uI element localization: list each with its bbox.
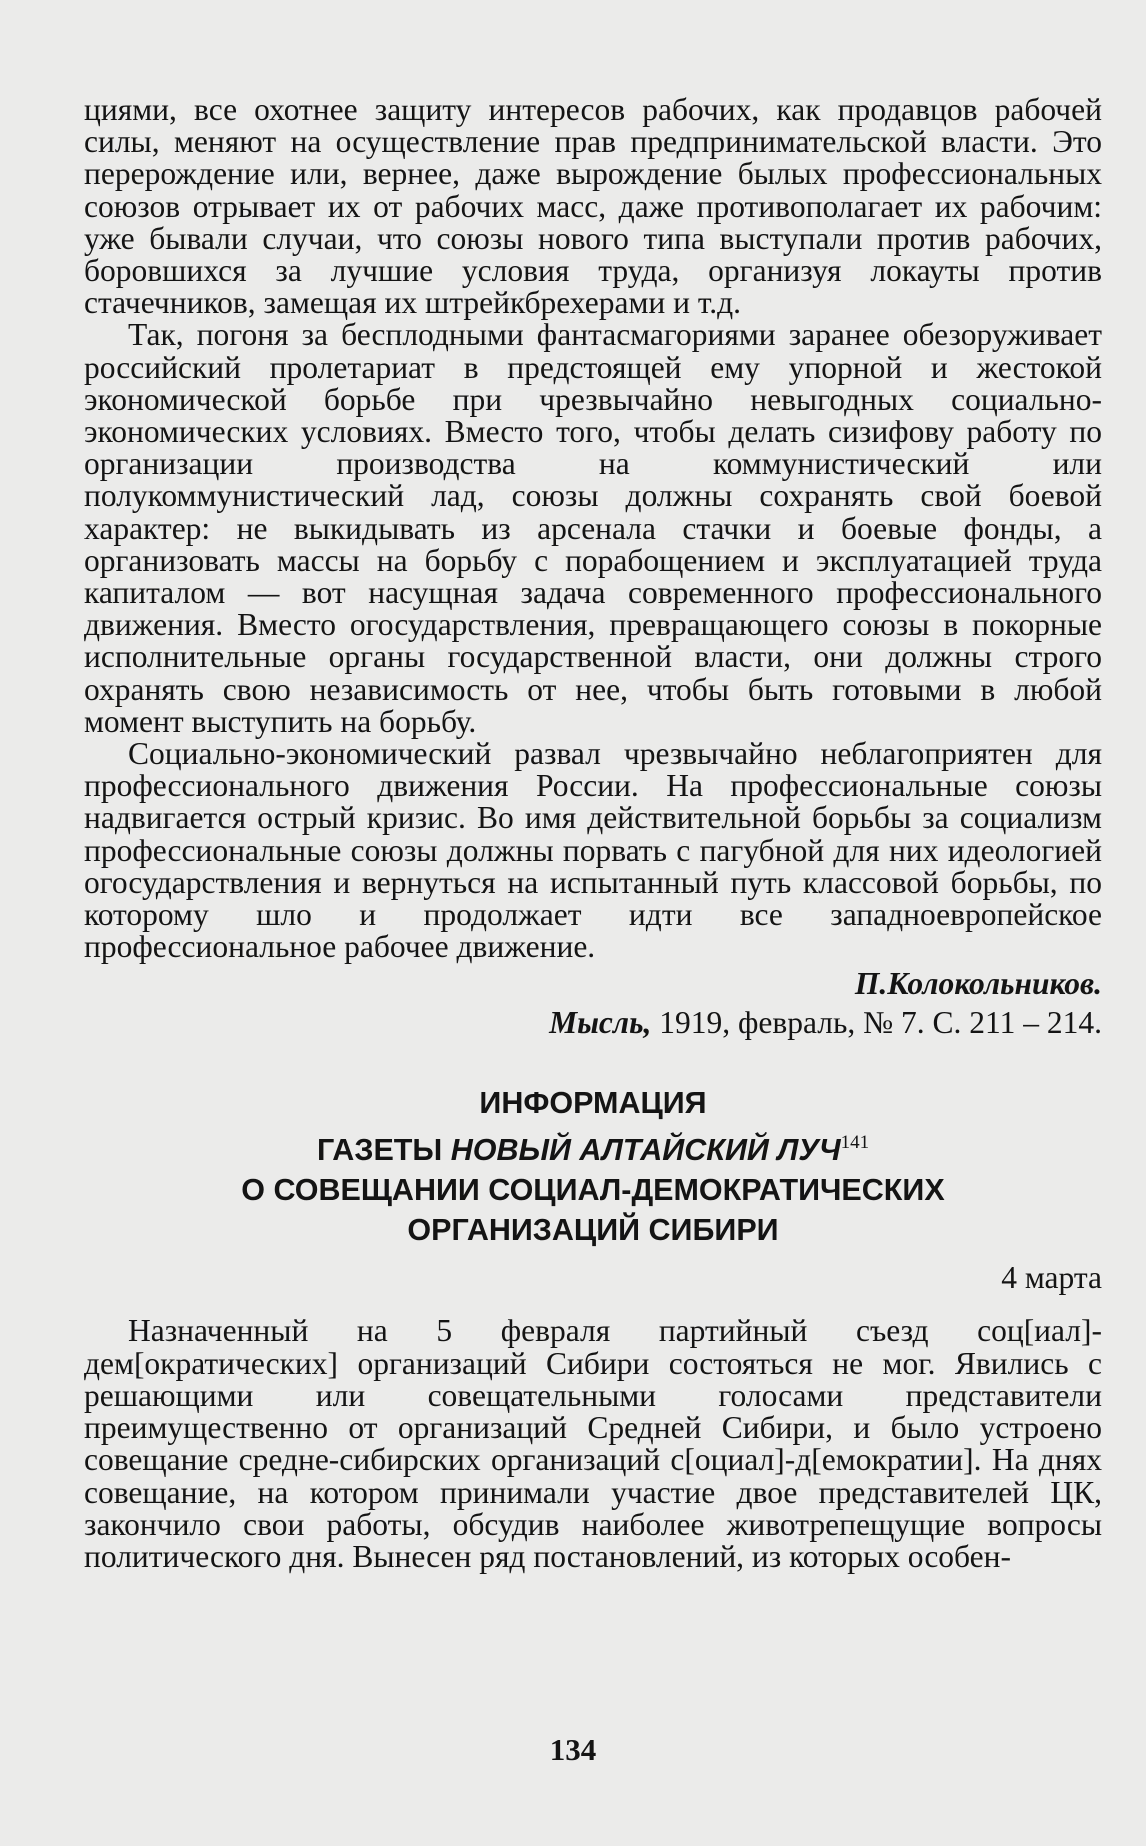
newspaper-name: НОВЫЙ АЛТАЙСКИЙ ЛУЧ [450,1133,841,1168]
article-paragraph: Так, погоня за бесплодными фантасмагориями заранее обезоруживает российский пролетариат в предстоящей ему упорной и жестокой экономической борьбе при чрезвычайно невыгодных социально-экономических условиях. Вместо того, чтобы делать сизифову работу по организации производства на коммунистический или полукоммунистический лад, союзы должны сохранять свой боевой характер: не выкидывать из арсенала стачки и боевые фонды, а организовать массы на борьбу с порабощением и эксплуатацией труда капиталом — вот насущная задача современного профессионального движения. Вместо огосударствления, превращающего союзы в покорные исполнительные органы государственной власти, они должны строго охранять свою независимость от нее, чтобы быть готовыми в любой момент выступить на борьбу. [84,317,1102,739]
author-signature: П.Колокольников. [854,966,1102,1002]
source-citation [84,1003,1102,1043]
title-prefix: ГАЗЕТЫ [316,1133,451,1168]
section-date: 4 марта [1001,1260,1102,1296]
page-body [84,94,1102,1573]
source-details: 1919, февраль, № 7. С. 211 – 214. [651,1005,1102,1041]
title-line-4: ОРГАНИЗАЦИЙ СИБИРИ [407,1213,779,1248]
article-paragraph: циями, все охотнее защиту интересов рабочих, как продавцов рабочей силы, меняют на осуществление прав предпринимательской власти. Это перерождение или, вернее, даже вырождение былых профессиональных союзов отрывает их от рабочих масс, даже противополагает их рабочим: уже бывали случаи, что союзы нового типа выступали против рабочих, боровшихся за лучшие условия труда, организуя локауты против стачечников, замещая их штрейкбрехерами и т.д. [84,92,1102,321]
section-title [84,1083,1102,1250]
section-paragraph: Назначенный на 5 февраля партийный съезд соц[иал]-дем[ократических] организаций Сибири состояться не мог. Явились с решающими или совещательными голосами представители преимущественно от организаций Средней Сибири, и было устроено совещание средне-сибирских организаций с[оциал]-д[емократии]. На днях совещание, на котором принимали участие двое представителей ЦК, закончило свои работы, обсудив наиболее животрепещущие вопросы политического дня. Вынесен ряд постановлений, из которых особен- [84,1313,1102,1574]
footnote-ref: 141 [840,1132,870,1154]
title-line-2 [84,1123,1102,1170]
source-journal: Мысль, [549,1005,652,1041]
title-line-1: ИНФОРМАЦИЯ [479,1086,707,1121]
page-number: 134 [549,1732,597,1767]
article-paragraph: Социально-экономический развал чрезвычайно неблагоприятен для профессионального движения России. На профессиональные союзы надвигается острый кризис. Во имя действительной борьбы за социализм профессиональные союзы должны порвать с пагубной для них идеологией огосударствления и вернуться на испытанный путь классовой борьбы, по которому шло и продолжает идти все западноевропейское профессиональное рабочее движение. [84,736,1102,965]
title-line-3: О СОВЕЩАНИИ СОЦИАЛ-ДЕМОКРАТИЧЕСКИХ [241,1173,945,1208]
